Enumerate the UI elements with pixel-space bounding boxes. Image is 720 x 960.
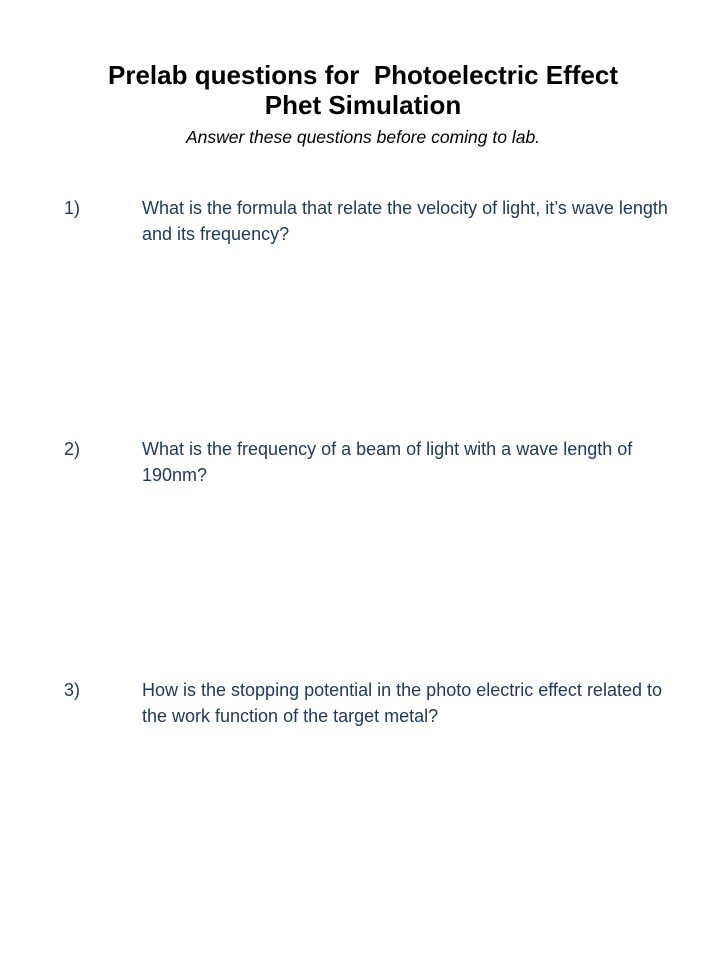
question-text: What is the formula that relate the velocity of light, it’s wave length and its frequency? bbox=[142, 198, 668, 244]
document-header bbox=[40, 60, 686, 148]
question-text: How is the stopping potential in the photo electric effect related to the work function of the target metal? bbox=[142, 680, 662, 726]
question-text: What is the frequency of a beam of light with a wave length of 190nm? bbox=[142, 439, 633, 485]
question-2 bbox=[64, 436, 674, 488]
question-3 bbox=[64, 677, 674, 729]
title-line-2: Phet Simulation bbox=[264, 90, 462, 120]
title-line-1: Prelab questions for Photoelectric Effect bbox=[108, 60, 618, 90]
question-number: 3) bbox=[64, 680, 81, 700]
document-subtitle: Answer these questions before coming to lab. bbox=[185, 127, 541, 147]
question-1 bbox=[64, 195, 674, 247]
document-title bbox=[40, 60, 686, 120]
question-number: 1) bbox=[64, 198, 81, 218]
question-number: 2) bbox=[64, 439, 81, 459]
